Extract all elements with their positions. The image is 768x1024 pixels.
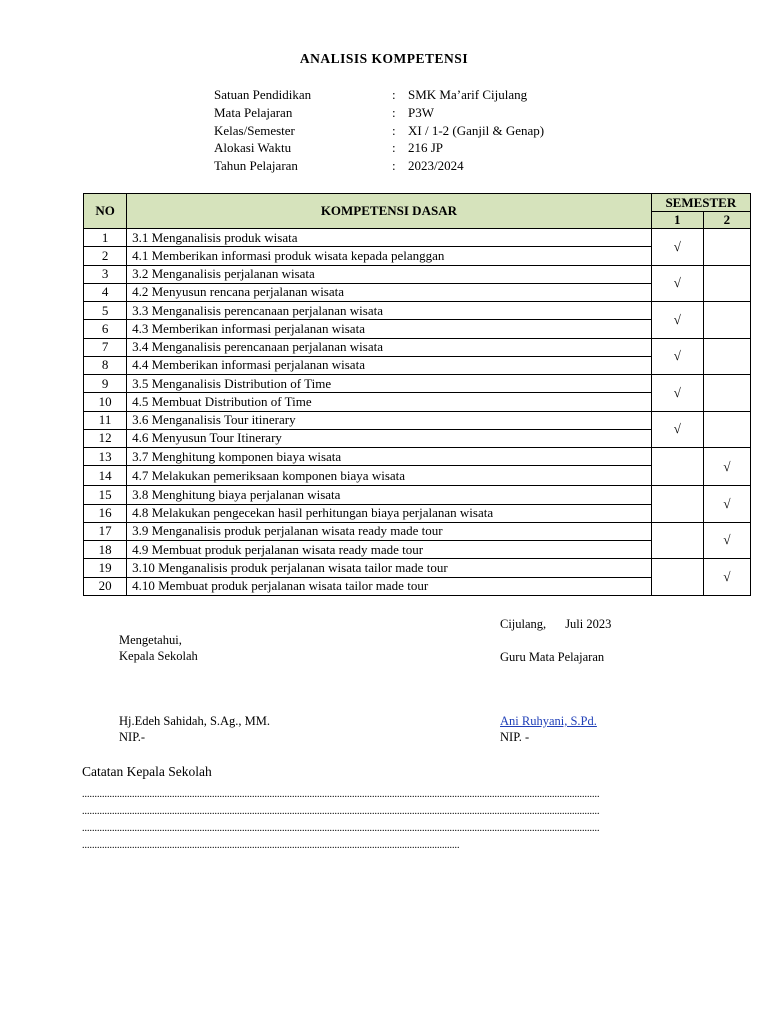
competency-text: 4.8 Melakukan pengecekan hasil perhitungan biaya perjalanan wisata [127,504,652,522]
row-number: 17 [84,522,127,541]
check-mark-icon: √ [723,458,731,474]
info-colon: : [392,140,396,156]
table-row [84,504,751,522]
info-row [214,104,544,122]
competency-text: 4.10 Membuat produk perjalanan wisata tailor made tour [127,577,652,595]
table-row [84,283,751,302]
competency-text: 4.6 Menyusun Tour Itinerary [127,429,652,448]
info-value: 216 JP [408,140,444,156]
row-number: 14 [84,466,127,486]
row-number: 7 [84,338,127,356]
competency-text: 3.8 Menghitung biaya perjalanan wisata [127,486,652,505]
header-semester-1: 1 [651,212,703,229]
competency-text: 4.5 Membuat Distribution of Time [127,393,652,412]
header-kompetensi-dasar: KOMPETENSI DASAR [127,194,652,229]
semester-2-cell [703,448,750,486]
info-colon: : [392,158,396,174]
info-row [214,139,544,157]
row-number: 19 [84,559,127,578]
check-mark-icon: √ [673,421,681,437]
semester-1-cell [651,265,703,302]
row-number: 8 [84,356,127,375]
signature-principal-title: Kepala Sekolah [119,649,198,663]
row-number: 10 [84,393,127,412]
principal-notes [82,764,728,854]
competency-text: 4.9 Membuat produk perjalanan wisata ready made tour [127,541,652,559]
competency-text: 3.1 Menganalisis produk wisata [127,229,652,247]
table-row [84,486,751,505]
competency-text: 3.7 Menghitung komponen biaya wisata [127,448,652,466]
table-row [84,338,751,356]
header-semester: SEMESTER [651,194,750,212]
row-number: 16 [84,504,127,522]
row-number: 6 [84,320,127,339]
info-row [214,157,544,175]
semester-2-cell [703,411,750,448]
signature-right-name-block [500,713,597,745]
semester-2-cell [703,338,750,375]
semester-1-cell [651,302,703,339]
header-no: NO [84,194,127,229]
semester-1-cell [651,375,703,412]
signature-teacher-nip: NIP. - [500,730,530,744]
competency-text: 3.5 Menganalisis Distribution of Time [127,375,652,393]
competency-text: 3.10 Menganalisis produk perjalanan wisata tailor made tour [127,559,652,578]
signature-teacher-title: Guru Mata Pelajaran [500,650,605,664]
signature-left-name-block [119,713,270,745]
notes-line: ............................................................................................................................................................................................................... [82,789,600,800]
document-title: ANALISIS KOMPETENSI [299,51,469,66]
info-row [214,86,544,104]
semester-2-cell [703,486,750,523]
row-number: 2 [84,247,127,266]
info-block [214,86,544,175]
check-mark-icon: √ [673,275,681,291]
info-value: SMK Ma’arif Cijulang [408,87,528,102]
competency-text: 4.3 Memberikan informasi perjalanan wisata [127,320,652,339]
semester-1-cell [651,338,703,375]
competency-text: 4.2 Menyusun rencana perjalanan wisata [127,283,652,302]
info-colon: : [392,87,396,102]
check-mark-icon: √ [723,532,731,548]
info-value: XI / 1-2 (Ganjil & Genap) [408,122,545,138]
row-number: 13 [84,448,127,466]
table-row [84,265,751,283]
check-mark-icon: √ [673,311,681,327]
info-colon: : [392,104,396,120]
signature-date: Juli 2023 [565,617,612,631]
info-value: P3W [408,104,434,120]
table-row [84,247,751,266]
row-number: 5 [84,302,127,320]
competency-text: 3.2 Menganalisis perjalanan wisata [127,265,652,283]
table-row [84,393,751,412]
info-label: Alokasi Waktu [214,140,292,156]
semester-1-cell [651,522,703,559]
competency-text: 4.7 Melakukan pemeriksaan komponen biaya wisata [127,466,652,486]
row-number: 4 [84,283,127,302]
row-number: 11 [84,411,127,429]
check-mark-icon: √ [673,384,681,400]
competency-text: 4.4 Memberikan informasi perjalanan wisata [127,356,652,375]
notes-line: ............................................................................................................................................................................................................... [82,806,600,817]
row-number: 20 [84,577,127,595]
notes-line: ............................................................................................................................................................................................................... [82,823,600,834]
table-row [84,429,751,448]
table-row [84,229,751,247]
signature-place-date [500,616,611,632]
table-row [84,541,751,559]
check-mark-icon: √ [723,568,731,584]
check-mark-icon: √ [673,348,681,364]
signature-principal-name: Hj.Edeh Sahidah, S.Ag., MM. [119,714,271,728]
semester-2-cell [703,229,750,266]
signature-teacher-name-link[interactable]: Ani Ruhyani, S.Pd. [500,714,597,728]
competency-text: 3.9 Menganalisis produk perjalanan wisata ready made tour [127,522,652,541]
table-row [84,302,751,320]
semester-2-cell [703,302,750,339]
row-number: 12 [84,429,127,448]
row-number: 18 [84,541,127,559]
row-number: 1 [84,229,127,247]
info-colon: : [392,122,396,138]
table-row [84,466,751,486]
table-row [84,375,751,393]
check-mark-icon: √ [723,495,731,511]
table-row [84,320,751,339]
notes-line: ....................................................................................................................................................... [82,840,460,851]
row-number: 3 [84,265,127,283]
semester-2-cell [703,522,750,559]
table-row [84,559,751,578]
semester-1-cell [651,411,703,448]
semester-2-cell [703,559,750,596]
info-label: Tahun Pelajaran [214,158,298,174]
row-number: 15 [84,486,127,505]
competency-text: 3.3 Menganalisis perencanaan perjalanan wisata [127,302,652,320]
signature-place: Cijulang, [500,617,547,631]
table-row [84,356,751,375]
table-row [84,577,751,595]
info-row [214,122,544,140]
table-row [84,411,751,429]
check-mark-icon: √ [673,238,681,254]
header-semester-2: 2 [703,212,750,229]
semester-2-cell [703,375,750,412]
semester-1-cell [651,229,703,266]
row-number: 9 [84,375,127,393]
competency-text: 3.4 Menganalisis perencanaan perjalanan wisata [127,338,652,356]
competency-text: 4.1 Memberikan informasi produk wisata kepada pelanggan [127,247,652,266]
competency-table [83,193,751,596]
info-label: Kelas/Semester [214,122,295,138]
competency-text: 3.6 Menganalisis Tour itinerary [127,411,652,429]
semester-2-cell [703,265,750,302]
signature-left-heading [119,632,198,664]
semester-1-cell [651,448,703,486]
signature-principal-nip: NIP.- [119,730,146,744]
info-label: Satuan Pendidikan [214,87,312,102]
competency-table-body [84,229,751,596]
table-row [84,448,751,466]
table-row [84,522,751,541]
signature-acknowledged: Mengetahui, [119,633,182,647]
semester-1-cell [651,486,703,523]
info-value: 2023/2024 [408,158,464,174]
info-label: Mata Pelajaran [214,104,293,120]
notes-title: Catatan Kepala Sekolah [82,764,212,779]
semester-1-cell [651,559,703,596]
